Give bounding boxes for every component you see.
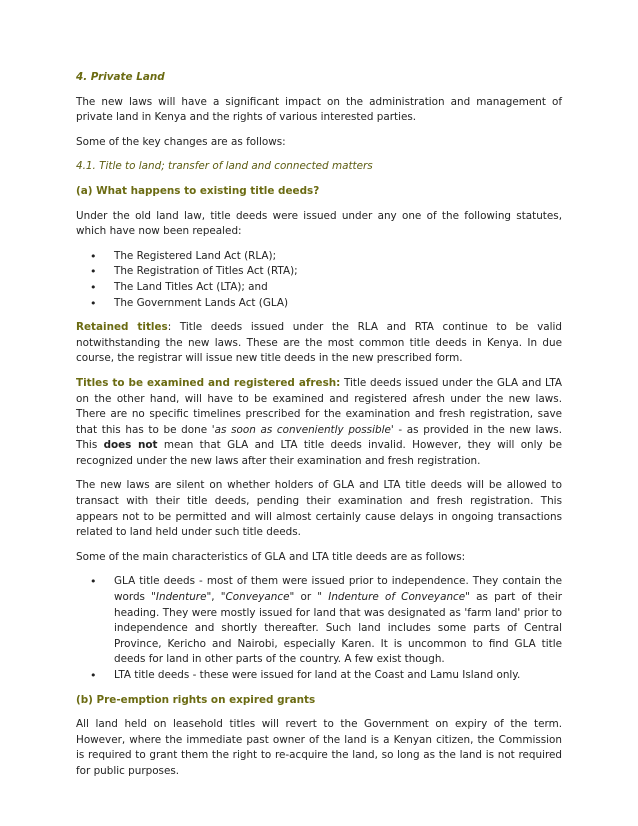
list-item-text: The Land Titles Act (LTA); and [114, 280, 268, 293]
gla-conveyance: Conveyance [225, 591, 290, 604]
part-b-text: All land held on leasehold titles will revert to the Government on expiry of the term. However, where the immediate past owner of the land is a Kenyan citizen, the Commission is required to grant them the right to re-acquire the land, so long as the land is not required for public purposes. [76, 718, 562, 777]
bullet-icon: • [90, 265, 97, 279]
examined-text-2: ' - as provided in the new laws. This [76, 423, 563, 452]
list-item [90, 280, 562, 296]
document-page [76, 70, 562, 789]
part-b-heading: (b) Pre-emption rights on expired grants [76, 693, 316, 706]
list-item [90, 668, 562, 684]
retained-titles-label: Retained titles [76, 321, 168, 334]
bullet-icon: • [90, 280, 97, 294]
list-item-text: The Registration of Titles Act (RTA); [114, 265, 298, 278]
examined-titles-label: Titles to be examined and registered afresh: [76, 376, 341, 389]
gla-indenture-of-conveyance: Indenture of Conveyance [328, 591, 466, 604]
lta-text: LTA title deeds - these were issued for land at the Coast and Lamu Island only. [114, 669, 521, 681]
characteristics-list [76, 574, 562, 683]
examined-titles-paragraph [76, 376, 562, 470]
bullet-icon: • [90, 296, 97, 310]
examined-bold: does not [103, 439, 158, 452]
examined-text-3: mean that GLA and LTA title deeds invalid. However, they will only be recognized under the new laws after their examination and fresh registration. [76, 439, 562, 467]
retained-titles-paragraph [76, 320, 562, 367]
examined-italic: as soon as conveniently possible [214, 423, 391, 436]
part-a-intro: Under the old land law, title deeds were issued under any one of the following statutes, which have now been repealed: [76, 209, 562, 238]
list-item [90, 249, 562, 265]
gla-text-2: ", " [206, 591, 226, 604]
section-intro: The new laws will have a significant impact on the administration and management of private land in Kenya and the rights of various interested parties. [76, 95, 562, 124]
part-a-heading: (a) What happens to existing title deeds? [76, 184, 320, 197]
retained-titles-text: : Title deeds issued under the RLA and RTA continue to be valid notwithstanding the new laws. These are the most common title deeds in Kenya. In due course, the registrar will issue new title deeds in the new prescribed form. [76, 321, 562, 365]
silent-paragraph: The new laws are silent on whether holders of GLA and LTA title deeds will be allowed to transact with their title deeds, pending their examination and fresh registration. This appears not to be permitted and will almost certainly cause delays in ongoing transactions related to land held under such title deeds. [76, 479, 562, 539]
bullet-icon: • [90, 575, 97, 589]
statutes-list [76, 249, 562, 311]
section-title: 4. Private Land [76, 71, 165, 83]
bullet-icon: • [90, 249, 97, 263]
list-item [90, 264, 562, 280]
bullet-icon: • [90, 669, 97, 682]
gla-text-4: " as part of their heading. They were mostly issued for land that was designated as 'farm land' prior to independence and shortly thereafter. Such land includes some parts of Central Province, Kericho and Nairobi, especially Karen. It is uncommon to find GLA title deeds for land in other parts of the country. A few exist though. [114, 591, 562, 666]
list-item-text: The Registered Land Act (RLA); [114, 249, 277, 262]
list-item [90, 296, 562, 312]
gla-text-3: " or " [289, 591, 329, 604]
list-item-text: The Government Lands Act (GLA) [114, 296, 289, 309]
gla-indenture: Indenture [155, 591, 207, 604]
subsection-title: 4.1. Title to land; transfer of land and connected matters [76, 160, 373, 173]
examined-text-1: Title deeds issued under the GLA and LTA on the other hand, will have to be examined and registered afresh under the new laws. There are no specific timelines prescribed for the examination and fresh registration, save that this has to be done ' [76, 376, 563, 436]
gla-text-1: GLA title deeds - most of them were issued prior to independence. They contain the words " [114, 575, 562, 604]
list-item [90, 574, 562, 668]
characteristics-intro: Some of the main characteristics of GLA and LTA title deeds are as follows: [76, 550, 466, 563]
changes-intro: Some of the key changes are as follows: [76, 135, 286, 148]
